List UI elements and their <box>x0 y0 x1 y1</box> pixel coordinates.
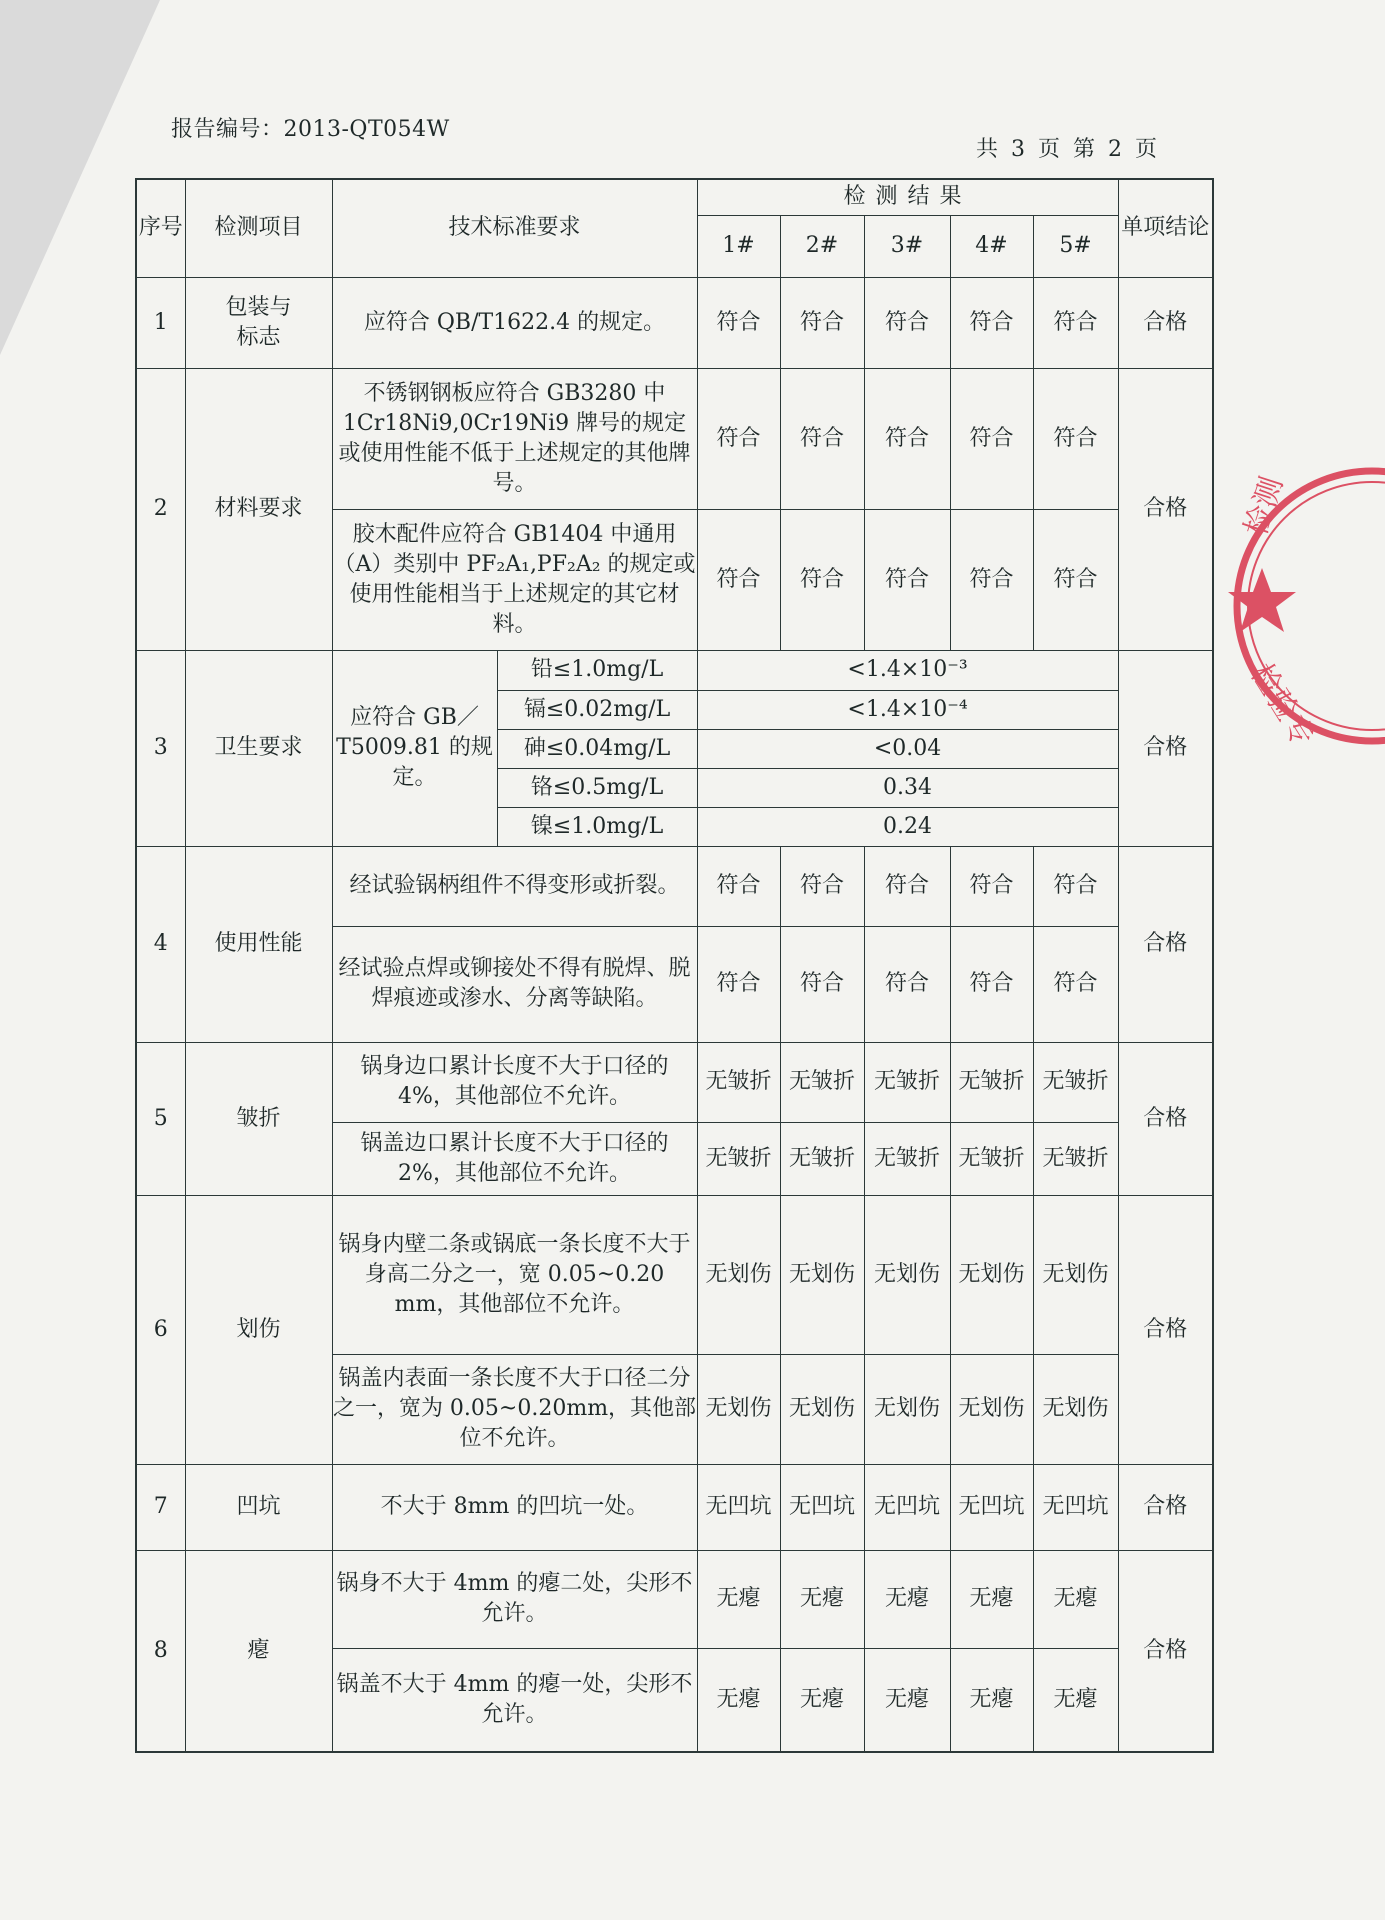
header-standard: 技术标准要求 <box>332 179 697 277</box>
result-cell: 无划伤 <box>1033 1195 1118 1354</box>
header-sample-4: 4# <box>950 215 1033 277</box>
result-cell: 符合 <box>780 368 864 509</box>
header-sample-3: 3# <box>864 215 950 277</box>
result-cell: 无瘪 <box>780 1550 864 1648</box>
result-cell: 符合 <box>1033 277 1118 368</box>
result-cell: 无瘪 <box>1033 1648 1118 1752</box>
row-standard: 锅盖边口累计长度不大于口径的 2%，其他部位不允许。 <box>332 1122 697 1195</box>
header-sample-2: 2# <box>780 215 864 277</box>
row-conclusion: 合格 <box>1118 1464 1213 1550</box>
report-number: 报告编号：2013-QT054W <box>171 117 450 142</box>
result-cell: 无划伤 <box>950 1354 1033 1464</box>
row-item: 瘪 <box>185 1550 332 1752</box>
table-row <box>136 277 1213 368</box>
row-seq: 3 <box>136 650 185 846</box>
result-cell: 0.24 <box>697 807 1118 846</box>
result-cell: 符合 <box>864 846 950 926</box>
row-seq: 5 <box>136 1042 185 1195</box>
header-sample-1: 1# <box>697 215 780 277</box>
row-conclusion: 合格 <box>1118 846 1213 1042</box>
result-cell: 符合 <box>864 509 950 650</box>
row-seq: 1 <box>136 277 185 368</box>
row-standard: 锅身不大于 4mm 的瘪二处，尖形不允许。 <box>332 1550 697 1648</box>
row-conclusion: 合格 <box>1118 368 1213 650</box>
inspection-seal <box>1200 440 1385 780</box>
result-cell: 无皱折 <box>1033 1042 1118 1122</box>
header-results: 检测结果 <box>697 179 1118 215</box>
result-cell: 无凹坑 <box>1033 1464 1118 1550</box>
row-standard: 不锈钢钢板应符合 GB3280 中 1Cr18Ni9,0Cr19Ni9 牌号的规定或使用性能不低于上述规定的其他牌号。 <box>332 368 697 509</box>
page-info: 共 3 页 第 2 页 <box>976 137 1160 162</box>
result-cell: <1.4×10⁻³ <box>697 650 1118 690</box>
header-seq: 序号 <box>136 179 185 277</box>
result-cell: 无凹坑 <box>864 1464 950 1550</box>
result-cell: 符合 <box>697 277 780 368</box>
result-cell: 符合 <box>1033 368 1118 509</box>
result-cell: 符合 <box>864 368 950 509</box>
row-item: 卫生要求 <box>185 650 332 846</box>
result-cell: 无划伤 <box>697 1195 780 1354</box>
row-seq: 7 <box>136 1464 185 1550</box>
row-standard: 经试验锅柄组件不得变形或折裂。 <box>332 846 697 926</box>
result-cell: 无划伤 <box>950 1195 1033 1354</box>
result-cell: 无皱折 <box>697 1042 780 1122</box>
limit-cell: 铅≤1.0mg/L <box>497 650 697 690</box>
row-seq: 8 <box>136 1550 185 1752</box>
result-cell: 无皱折 <box>1033 1122 1118 1195</box>
row-standard: 锅盖内表面一条长度不大于口径二分之一，宽为 0.05~0.20mm，其他部位不允许。 <box>332 1354 697 1464</box>
result-cell: 符合 <box>697 846 780 926</box>
result-cell: 无划伤 <box>780 1354 864 1464</box>
result-cell: 无划伤 <box>1033 1354 1118 1464</box>
result-cell: <1.4×10⁻⁴ <box>697 690 1118 729</box>
row-conclusion: 合格 <box>1118 1042 1213 1195</box>
result-cell: 符合 <box>1033 846 1118 926</box>
row-item-label: 包装与标志 <box>225 294 292 350</box>
row-conclusion: 合格 <box>1118 650 1213 846</box>
row-conclusion: 合格 <box>1118 277 1213 368</box>
table-row <box>136 1550 1213 1648</box>
row-standard: 锅身边口累计长度不大于口径的 4%，其他部位不允许。 <box>332 1042 697 1122</box>
result-cell: 符合 <box>780 846 864 926</box>
result-cell: 无瘪 <box>697 1648 780 1752</box>
row-item: 材料要求 <box>185 368 332 650</box>
result-cell: 无皱折 <box>864 1122 950 1195</box>
result-cell: 无凹坑 <box>697 1464 780 1550</box>
table-row <box>136 1464 1213 1550</box>
row-standard: 应符合 GB／T5009.81 的规定。 <box>332 650 497 846</box>
row-seq: 2 <box>136 368 185 650</box>
row-standard: 胶木配件应符合 GB1404 中通用（A）类别中 PF₂A₁,PF₂A₂ 的规定或使用性能相当于上述规定的其它材料。 <box>332 509 697 650</box>
row-standard: 锅盖不大于 4mm 的瘪一处，尖形不允许。 <box>332 1648 697 1752</box>
result-cell: <0.04 <box>697 729 1118 768</box>
row-item: 使用性能 <box>185 846 332 1042</box>
row-conclusion: 合格 <box>1118 1550 1213 1752</box>
result-cell: 符合 <box>697 368 780 509</box>
result-cell: 符合 <box>950 846 1033 926</box>
seal-bottom-text: 检验专 <box>1243 657 1321 753</box>
table-row <box>136 846 1213 926</box>
result-cell: 无皱折 <box>780 1042 864 1122</box>
header-item: 检测项目 <box>185 179 332 277</box>
row-standard: 不大于 8mm 的凹坑一处。 <box>332 1464 697 1550</box>
result-cell: 符合 <box>780 926 864 1042</box>
result-cell: 无划伤 <box>864 1195 950 1354</box>
row-conclusion: 合格 <box>1118 1195 1213 1464</box>
result-cell: 无瘪 <box>950 1648 1033 1752</box>
table-row <box>136 1042 1213 1122</box>
result-cell: 符合 <box>950 926 1033 1042</box>
result-cell: 符合 <box>950 368 1033 509</box>
result-cell: 无皱折 <box>780 1122 864 1195</box>
result-cell: 无凹坑 <box>950 1464 1033 1550</box>
result-cell: 无皱折 <box>950 1042 1033 1122</box>
result-cell: 无皱折 <box>697 1122 780 1195</box>
result-cell: 无皱折 <box>950 1122 1033 1195</box>
result-cell: 无瘪 <box>864 1648 950 1752</box>
limit-cell: 镉≤0.02mg/L <box>497 690 697 729</box>
result-cell: 符合 <box>950 509 1033 650</box>
result-cell: 0.34 <box>697 768 1118 807</box>
table-row <box>136 1195 1213 1354</box>
result-cell: 符合 <box>950 277 1033 368</box>
row-seq: 6 <box>136 1195 185 1464</box>
result-cell: 符合 <box>780 277 864 368</box>
limit-cell: 镍≤1.0mg/L <box>497 807 697 846</box>
row-item <box>185 277 332 368</box>
row-item: 凹坑 <box>185 1464 332 1550</box>
row-item: 皱折 <box>185 1042 332 1195</box>
result-cell: 符合 <box>1033 926 1118 1042</box>
result-cell: 符合 <box>864 277 950 368</box>
result-cell: 无瘪 <box>1033 1550 1118 1648</box>
result-cell: 无瘪 <box>950 1550 1033 1648</box>
inspection-results-table <box>135 178 1214 1753</box>
row-standard: 应符合 QB/T1622.4 的规定。 <box>332 277 697 368</box>
result-cell: 无皱折 <box>864 1042 950 1122</box>
result-cell: 符合 <box>864 926 950 1042</box>
result-cell: 无凹坑 <box>780 1464 864 1550</box>
result-cell: 符合 <box>1033 509 1118 650</box>
result-cell: 无瘪 <box>697 1550 780 1648</box>
result-cell: 无瘪 <box>780 1648 864 1752</box>
row-standard: 经试验点焊或铆接处不得有脱焊、脱焊痕迹或渗水、分离等缺陷。 <box>332 926 697 1042</box>
result-cell: 无划伤 <box>780 1195 864 1354</box>
row-standard: 锅身内壁二条或锅底一条长度不大于身高二分之一，宽 0.05~0.20 mm，其他部位不允许。 <box>332 1195 697 1354</box>
row-seq: 4 <box>136 846 185 1042</box>
header-conclusion: 单项结论 <box>1118 179 1213 277</box>
limit-cell: 铬≤0.5mg/L <box>497 768 697 807</box>
result-cell: 符合 <box>780 509 864 650</box>
result-cell: 符合 <box>697 926 780 1042</box>
row-item: 划伤 <box>185 1195 332 1464</box>
result-cell: 无划伤 <box>697 1354 780 1464</box>
result-cell: 无划伤 <box>864 1354 950 1464</box>
result-cell: 无瘪 <box>864 1550 950 1648</box>
table-row <box>136 368 1213 509</box>
header-sample-5: 5# <box>1033 215 1118 277</box>
seal-top-text: 检测 <box>1238 472 1291 541</box>
table-row <box>136 650 1213 690</box>
limit-cell: 砷≤0.04mg/L <box>497 729 697 768</box>
result-cell: 符合 <box>697 509 780 650</box>
